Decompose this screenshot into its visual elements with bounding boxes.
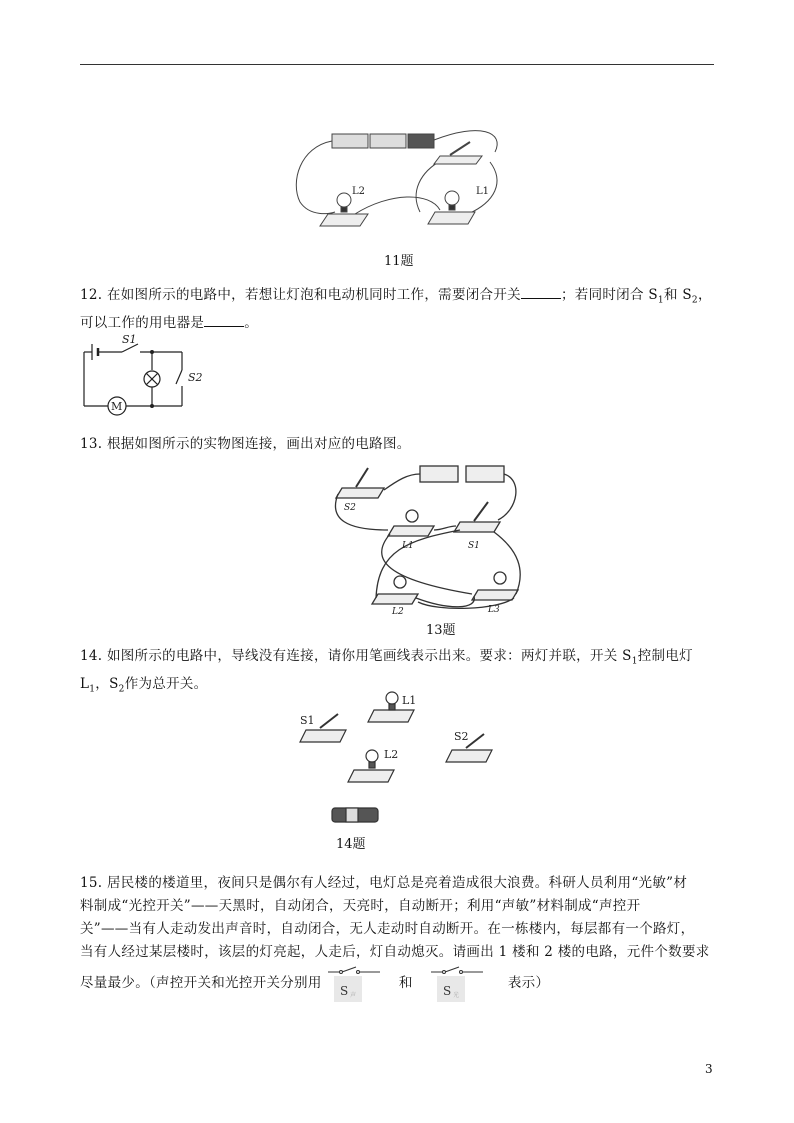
- question-13: 13. 根据如图所示的实物图连接，画出对应的电路图。: [80, 436, 411, 452]
- question-12: [80, 284, 716, 334]
- figure-11-label-l1: L1: [476, 186, 490, 197]
- q14-sub-1: 1: [631, 656, 638, 667]
- q13-label-l1: L1: [402, 541, 414, 551]
- q14-text-b: 控制电灯: [637, 648, 693, 664]
- figure-14-caption: 14题: [336, 837, 366, 852]
- figure-13: [328, 460, 528, 620]
- q12-label-s1: S1: [122, 334, 137, 346]
- q14-sub-3: 2: [118, 684, 125, 695]
- sound-switch-letter: S: [340, 983, 349, 998]
- q12-blank-1: [521, 286, 561, 299]
- q12-label-s2: S2: [188, 371, 203, 384]
- q14-text-d: ，S: [95, 675, 119, 692]
- q15-line-1: 15. 居民楼的楼道里，夜间只是偶尔有人经过，电灯总是亮着造成很大浪费。科研人员利用“光敏”材: [80, 875, 688, 891]
- q12-sub-1: 1: [657, 295, 664, 306]
- q14-label-l1: L1: [402, 694, 417, 707]
- q14-label-l2: L2: [384, 748, 399, 761]
- figure-11-caption: 11题: [384, 254, 414, 269]
- q12-label-m: M: [111, 400, 123, 413]
- light-switch-icon: [429, 964, 485, 1004]
- q15-last-line: [80, 962, 716, 1004]
- q13-label-s1: S1: [468, 541, 480, 551]
- q15-line-3: 关”——当有人走动发出声音时，自动闭合，无人走动时自动断开。在一栋楼内，每层都有一个路灯，: [80, 921, 695, 937]
- sound-switch-sub: 声: [350, 991, 357, 999]
- q12-text-e: 可以工作的用电器是: [80, 314, 205, 331]
- q12-text-a: 12. 在如图所示的电路中，若想让灯泡和电动机同时工作，需要闭合开关: [80, 287, 521, 303]
- q15-line-4: 当有人经过某层楼时，该层的灯亮起，人走后，灯自动熄灭。请画出 1 楼和 2 楼的电路，元件个数要求: [80, 944, 710, 960]
- question-15: [80, 872, 716, 964]
- q14-label-s2: S2: [454, 730, 469, 743]
- q12-blank-2: [204, 314, 244, 327]
- q14-text-e: 作为总开关。: [124, 675, 208, 692]
- sound-switch-symbol: [326, 964, 382, 1004]
- light-switch-sub: 光: [453, 991, 460, 999]
- q13-label-s2: S2: [344, 503, 356, 513]
- q12-text-b: ；若同时闭合 S: [560, 287, 658, 303]
- q12-text-c: 和 S: [663, 287, 692, 303]
- q12-text-d: ，: [697, 287, 712, 303]
- q12-sub-2: 2: [691, 295, 698, 306]
- light-switch-letter: S: [443, 983, 452, 998]
- figure-14: [292, 688, 512, 848]
- q15-line-5a: 尽量最少。（声控开关和光控开关分别用: [80, 975, 322, 991]
- figure-12-drawing: [80, 334, 220, 416]
- header-rule: [80, 64, 714, 65]
- sound-switch-icon: [326, 964, 382, 1004]
- figure-13-caption: 13题: [426, 623, 456, 638]
- q15-line-5b: 和: [398, 975, 413, 991]
- light-switch-symbol: [429, 964, 485, 1004]
- figure-13-drawing: [328, 460, 528, 620]
- q15-line-2: 料制成“光控开关”——天黑时，自动闭合，天亮时，自动断开；利用“声敏”材料制成“声控开: [80, 898, 641, 914]
- q14-text-a: 14. 如图所示的电路中，导线没有连接，请你用笔画线表示出来。要求：两灯并联，开关 S: [80, 648, 632, 664]
- q13-label-l2: L2: [392, 607, 404, 617]
- figure-11-label-l2: L2: [352, 186, 366, 197]
- figure-14-drawing: [292, 688, 512, 848]
- q14-text-c: L: [80, 675, 90, 692]
- q13-label-l3: L3: [488, 605, 500, 615]
- page-number: 3: [705, 1062, 713, 1076]
- q15-line-5c: 表示）: [507, 975, 550, 991]
- q14-sub-2: 1: [89, 684, 96, 695]
- figure-12-circuit: [80, 334, 220, 416]
- q12-text-f: 。: [244, 314, 259, 331]
- q14-label-s1: S1: [300, 714, 315, 727]
